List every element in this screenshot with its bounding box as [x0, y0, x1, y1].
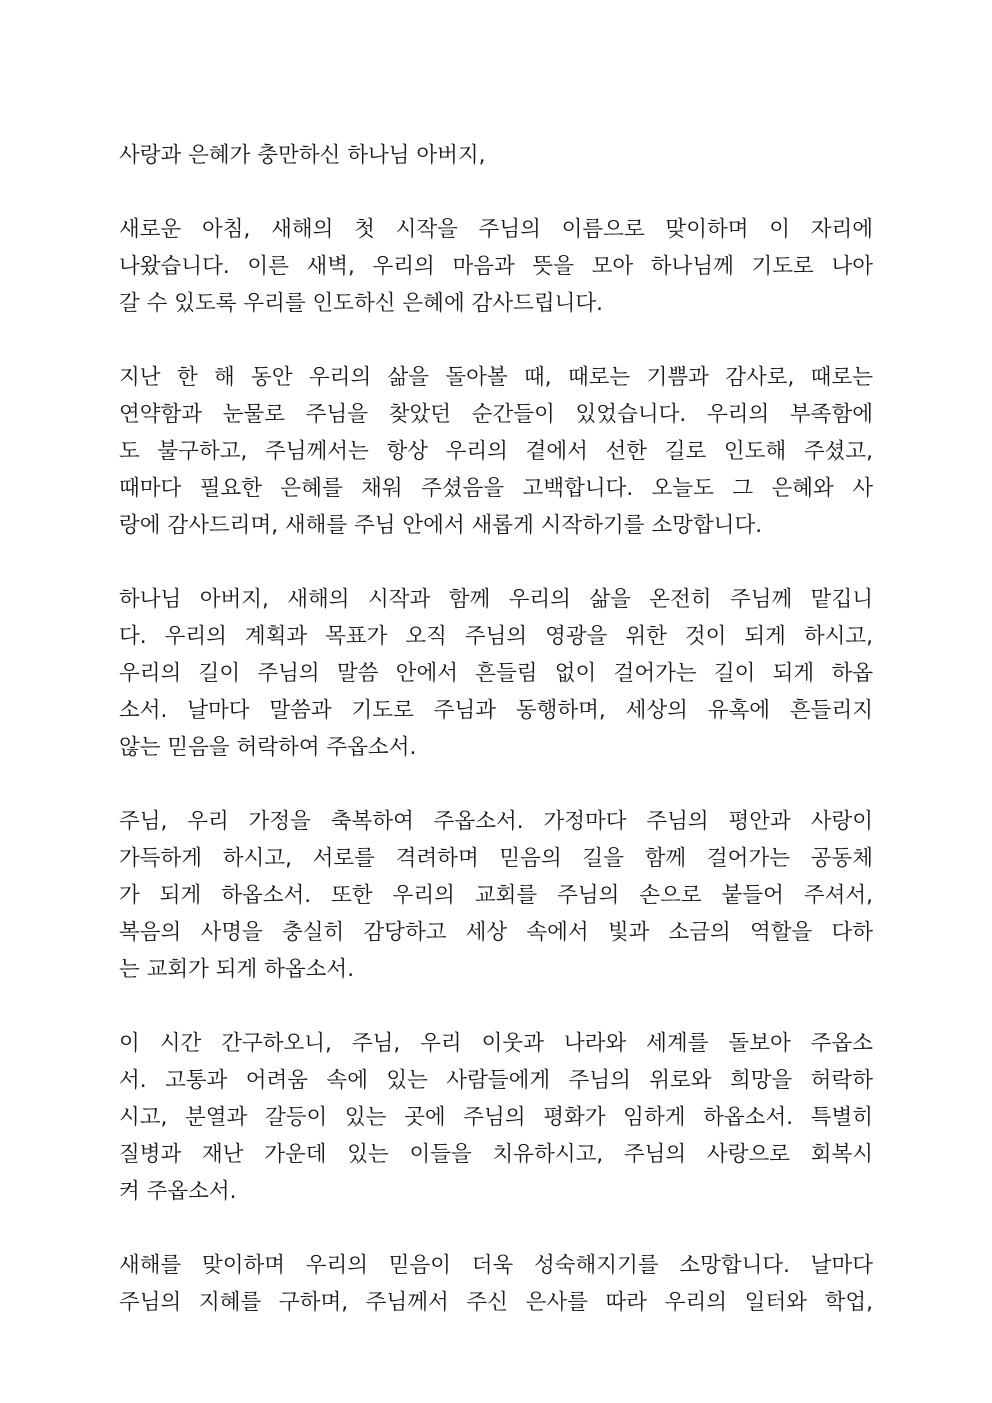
paragraph-1 — [119, 211, 873, 322]
paragraph-gap — [119, 766, 873, 803]
paragraph-3 — [119, 581, 873, 766]
paragraph-line: 가득하게 하시고, 서로를 격려하며 믿음의 길을 함께 걸어가는 공동체 — [119, 846, 873, 871]
paragraph-line: 질병과 재난 가운데 있는 이들을 치유하시고, 주님의 사랑으로 회복시 — [119, 1142, 873, 1167]
paragraph-gap — [119, 174, 873, 211]
paragraph-gap — [119, 322, 873, 359]
paragraph-line: 서. 고통과 어려움 속에 있는 사람들에게 주님의 위로와 희망을 허락하 — [119, 1068, 873, 1093]
paragraph-line: 도 불구하고, 주님께서는 항상 우리의 곁에서 선한 길로 인도해 주셨고, — [119, 439, 873, 464]
paragraph-line: 않는 믿음을 허락하여 주옵소서. — [119, 735, 417, 760]
paragraph-line: 복음의 사명을 충실히 감당하고 세상 속에서 빛과 소금의 역할을 다하 — [119, 920, 873, 945]
paragraph-6 — [119, 1247, 873, 1321]
paragraph-line: 가 되게 하옵소서. 또한 우리의 교회를 주님의 손으로 붙들어 주셔서, — [119, 883, 873, 908]
paragraph-line: 주님의 지혜를 구하며, 주님께서 주신 은사를 따라 우리의 일터와 학업, — [119, 1290, 873, 1315]
paragraph-gap — [119, 988, 873, 1025]
paragraph-line: 갈 수 있도록 우리를 인도하신 은혜에 감사드립니다. — [119, 291, 603, 316]
paragraph-line: 켜 주옵소서. — [119, 1179, 237, 1204]
paragraph-line: 새로운 아침, 새해의 첫 시작을 주님의 이름으로 맞이하며 이 자리에 — [119, 217, 873, 242]
paragraph-4 — [119, 803, 873, 988]
paragraph-line: 새해를 맞이하며 우리의 믿음이 더욱 성숙해지기를 소망합니다. 날마다 — [119, 1253, 873, 1278]
paragraph-line: 다. 우리의 계획과 목표가 오직 주님의 영광을 위한 것이 되게 하시고, — [119, 624, 873, 649]
paragraph-line: 하나님 아버지, 새해의 시작과 함께 우리의 삶을 온전히 주님께 맡깁니 — [119, 587, 873, 612]
paragraph-2 — [119, 359, 873, 544]
paragraph-line: 소서. 날마다 말씀과 기도로 주님과 동행하며, 세상의 유혹에 흔들리지 — [119, 698, 873, 723]
paragraph-line: 랑에 감사드리며, 새해를 주님 안에서 새롭게 시작하기를 소망합니다. — [119, 513, 763, 538]
paragraph-5 — [119, 1025, 873, 1210]
paragraph-gap — [119, 1210, 873, 1247]
paragraph-line: 이 시간 간구하오니, 주님, 우리 이웃과 나라와 세계를 돌보아 주옵소 — [119, 1031, 873, 1056]
paragraph-line: 연약함과 눈물로 주님을 찾았던 순간들이 있었습니다. 우리의 부족함에 — [119, 402, 873, 427]
paragraph-line: 우리의 길이 주님의 말씀 안에서 흔들림 없이 걸어가는 길이 되게 하옵 — [119, 661, 873, 686]
paragraph-line: 는 교회가 되게 하옵소서. — [119, 957, 355, 982]
prayer-text — [119, 137, 873, 1321]
paragraph-line: 주님, 우리 가정을 축복하여 주옵소서. 가정마다 주님의 평안과 사랑이 — [119, 809, 873, 834]
paragraph-line: 나왔습니다. 이른 새벽, 우리의 마음과 뜻을 모아 하나님께 기도로 나아 — [119, 254, 873, 279]
salutation: 사랑과 은혜가 충만하신 하나님 아버지, — [119, 143, 486, 168]
paragraph-line: 때마다 필요한 은혜를 채워 주셨음을 고백합니다. 오늘도 그 은혜와 사 — [119, 476, 873, 501]
paragraph-line: 시고, 분열과 갈등이 있는 곳에 주님의 평화가 임하게 하옵소서. 특별히 — [119, 1105, 873, 1130]
paragraph-line: 지난 한 해 동안 우리의 삶을 돌아볼 때, 때로는 기쁨과 감사로, 때로는 — [119, 365, 873, 390]
paragraph-gap — [119, 544, 873, 581]
